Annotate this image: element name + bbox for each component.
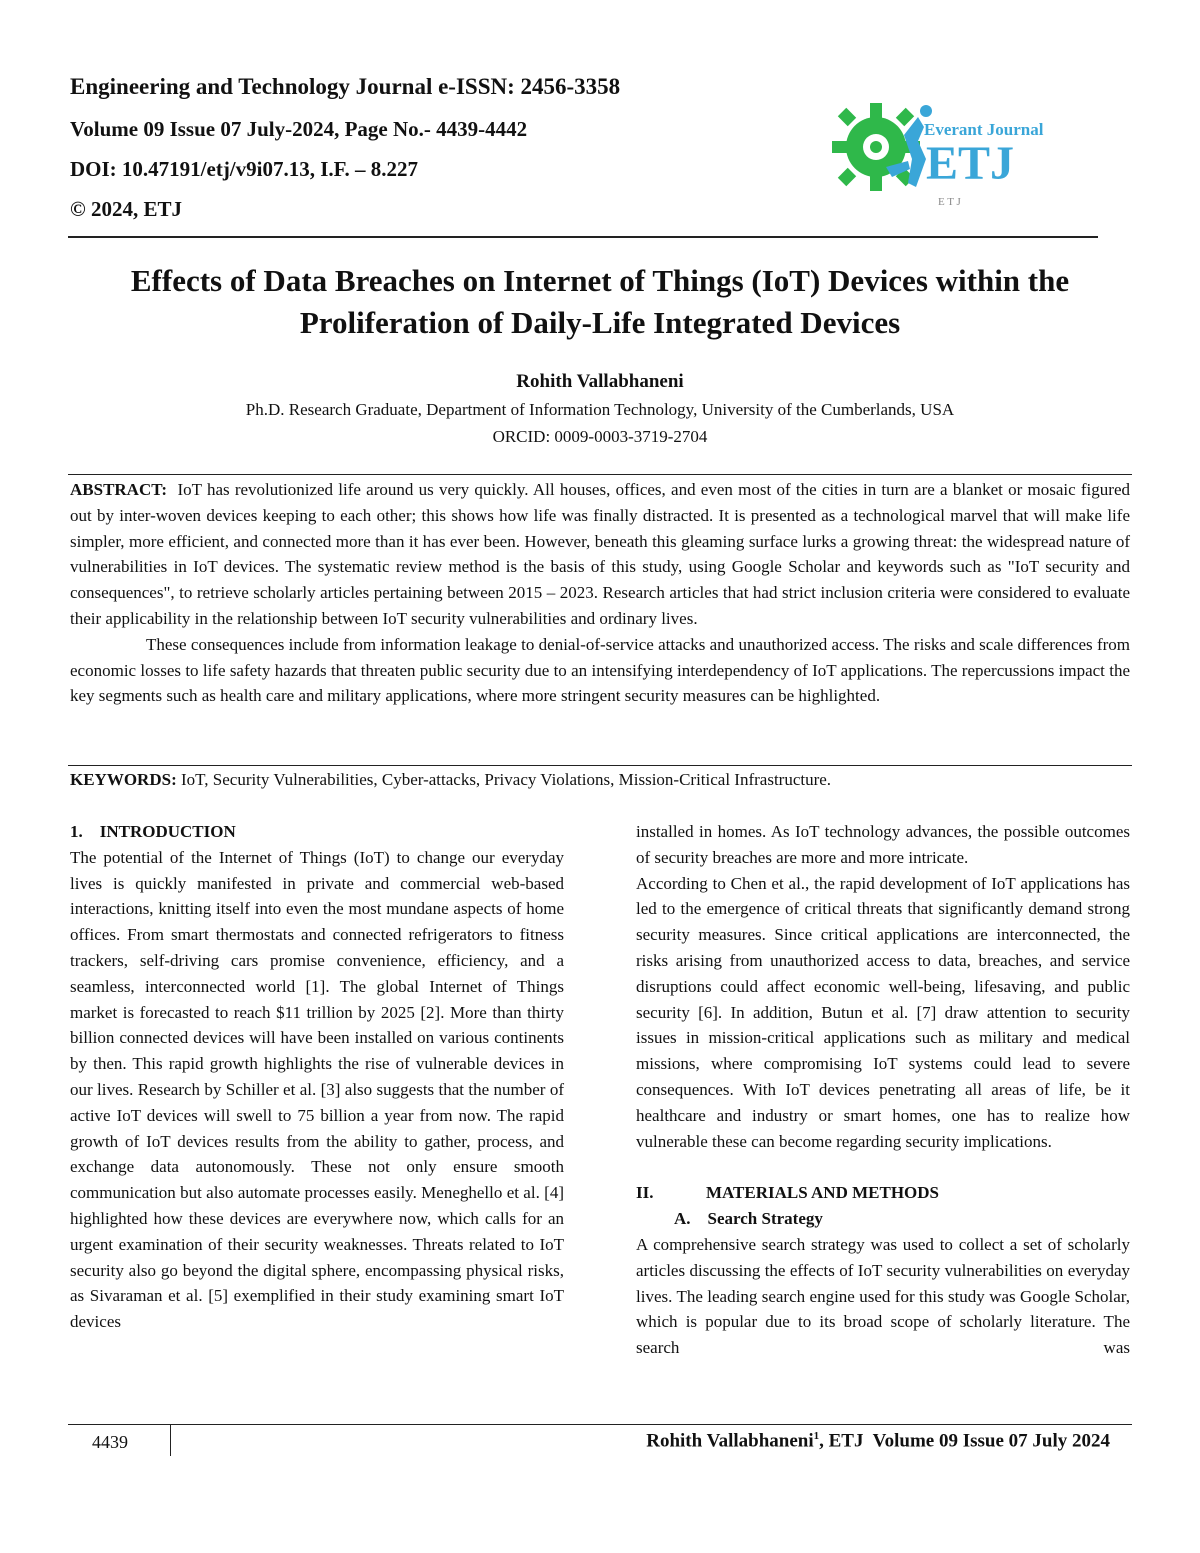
doi-info: DOI: 10.47191/etj/v9i07.13, I.F. – 8.227 xyxy=(70,157,419,181)
section-2-heading xyxy=(636,1180,1130,1206)
journal-logo xyxy=(826,97,1052,215)
keywords-text: IoT, Security Vulnerabilities, Cyber-attacks, Privacy Violations, Mission-Critical Infrastructure. xyxy=(180,770,832,789)
left-column xyxy=(70,819,564,1335)
keywords-rule xyxy=(68,765,1132,766)
right-continuation: installed in homes. As IoT technology advances, the possible outcomes of security breaches are more and more intricate. xyxy=(636,822,1130,867)
spacer xyxy=(636,1154,1130,1180)
logo-top-text: Everant Journal xyxy=(924,120,1044,139)
copyright: © 2024, ETJ xyxy=(70,197,182,221)
footer-citation xyxy=(646,1430,1110,1452)
intro-body: The potential of the Internet of Things (IoT) to change our everyday lives is quickly manifested in private and commercial web-based interactions, knitting itself into even the most mundane aspects of home offices. From smart thermostats and connected refrigerators to fitness trackers, self-driving cars promise convenience, efficiency, and a seamless, interconnected world [1]. The global Internet of Things market is forecasted to reach $11 trillion by 2025 [2]. More than thirty billion connected devices will have been installed on various continents by then. This rapid growth highlights the rise of vulnerable devices in our lives. Research by Schiller et al. [3] also suggests that the number of active IoT devices will swell to 75 billion a year from now. The rapid growth of IoT devices results from the ability to gather, process, and exchange data autonomously. These not only ensure smooth communication but also automate processes easily. Meneghello et al. [4] highlighted how these devices are everywhere now, which calls for an urgent examination of their security weaknesses. Threats related to IoT security also go beyond the digital sphere, encompassing physical risks, as Sivaraman et al. [5] exemplified in their study examining smart IoT devices xyxy=(70,847,564,1332)
header-rule xyxy=(68,236,1098,238)
logo-main-text: ETJ xyxy=(926,137,1015,190)
abstract-top-rule xyxy=(68,474,1132,475)
logo-sub-text: E T J xyxy=(938,196,961,208)
subsection-a-heading: A. Search Strategy xyxy=(674,1209,823,1229)
etj-logo-icon xyxy=(826,97,1052,215)
page-number: 4439 xyxy=(92,1432,128,1452)
right-paragraph-2: According to Chen et al., the rapid development of IoT applications has led to the emergence of critical threats that significantly demand strong security measures. Since critical applications are interconnected, the risks arising from unauthorized access to data, breaches, and service disruptions could affect economic well-being, lifesaving, and public security [6]. In addition, Butun et al. [7] draw attention to security issues in mission-critical applications such as military and medical missions, where compromising IoT systems could lead to severe consequences. With IoT devices penetrating all areas of life, be it healthcare and industry or smart homes, one has to realize how vulnerable these can become regarding security implications. xyxy=(636,873,1130,1151)
section-2-title: MATERIALS AND METHODS xyxy=(706,1183,939,1203)
footer-author: Rohith Vallabhaneni xyxy=(646,1430,814,1452)
right-column xyxy=(636,819,1130,1361)
volume-info: Volume 09 Issue 07 July-2024, Page No.- 4439-4442 xyxy=(70,117,528,141)
footer-rule xyxy=(68,1424,1132,1425)
title-line-2: Proliferation of Daily-Life Integrated Devices xyxy=(299,305,901,340)
abstract-label: ABSTRACT: xyxy=(70,480,167,499)
author-affiliation: Ph.D. Research Graduate, Department of Information Technology, University of the Cumberlands, USA xyxy=(245,400,955,419)
search-strategy-text: A comprehensive search strategy was used to collect a set of scholarly articles discussing the effects of IoT security vulnerabilities on everyday lives. The leading search engine used for this study was Google Scholar, which is popular due to its broad scope of scholarly literature. The search was xyxy=(636,1234,1130,1358)
abstract xyxy=(70,477,1130,709)
abstract-paragraph-1 xyxy=(70,477,1130,632)
keywords-label: KEYWORDS: xyxy=(70,770,177,789)
abstract-paragraph-2: These consequences include from information leakage to denial-of-service attacks and unauthorized access. The risks and scale differences from economic losses to life safety hazards that threaten public security due to an intensifying interdependency of IoT applications. The repercussions impact the key segments such as health care and military applications, where more stringent security measures can be highlighted. xyxy=(70,634,1130,706)
section-2-number: II. xyxy=(636,1183,654,1203)
intro-heading: 1. INTRODUCTION xyxy=(70,822,236,841)
footer-journal: , ETJ Volume 09 Issue 07 July 2024 xyxy=(819,1430,1110,1452)
footer-superscript: 1 xyxy=(813,1430,820,1442)
keywords xyxy=(70,767,831,792)
author-name: Rohith Vallabhaneni xyxy=(516,371,684,392)
abstract-text-1: IoT has revolutionized life around us very quickly. All houses, offices, and even most of the cities in turn are a blanket or mosaic figured out by inter-woven devices keeping to each other; this shows how life was finally distracted. It is presented as a technological marvel that will make life simpler, more efficient, and connected more than it has ever been. However, beneath this gleaming surface lurks a growing threat: the widespread nature of vulnerabilities in IoT devices. The systematic review method is the basis of this study, using Google Scholar and keywords such as "IoT security and consequences", to retrieve scholarly articles pertaining between 2015 – 2023. Research articles that had strict inclusion criteria were considered to evaluate their applicability in the relationship between IoT security vulnerabilities and ordinary lives. xyxy=(70,480,1130,628)
author-orcid: ORCID: 0009-0003-3719-2704 xyxy=(492,427,708,446)
paper-title xyxy=(60,260,1140,344)
title-line-1: Effects of Data Breaches on Internet of Things (IoT) Devices within the xyxy=(130,263,1070,298)
footer-divider xyxy=(170,1424,171,1456)
journal-name: Engineering and Technology Journal e-ISSN: 2456-3358 xyxy=(70,74,621,99)
